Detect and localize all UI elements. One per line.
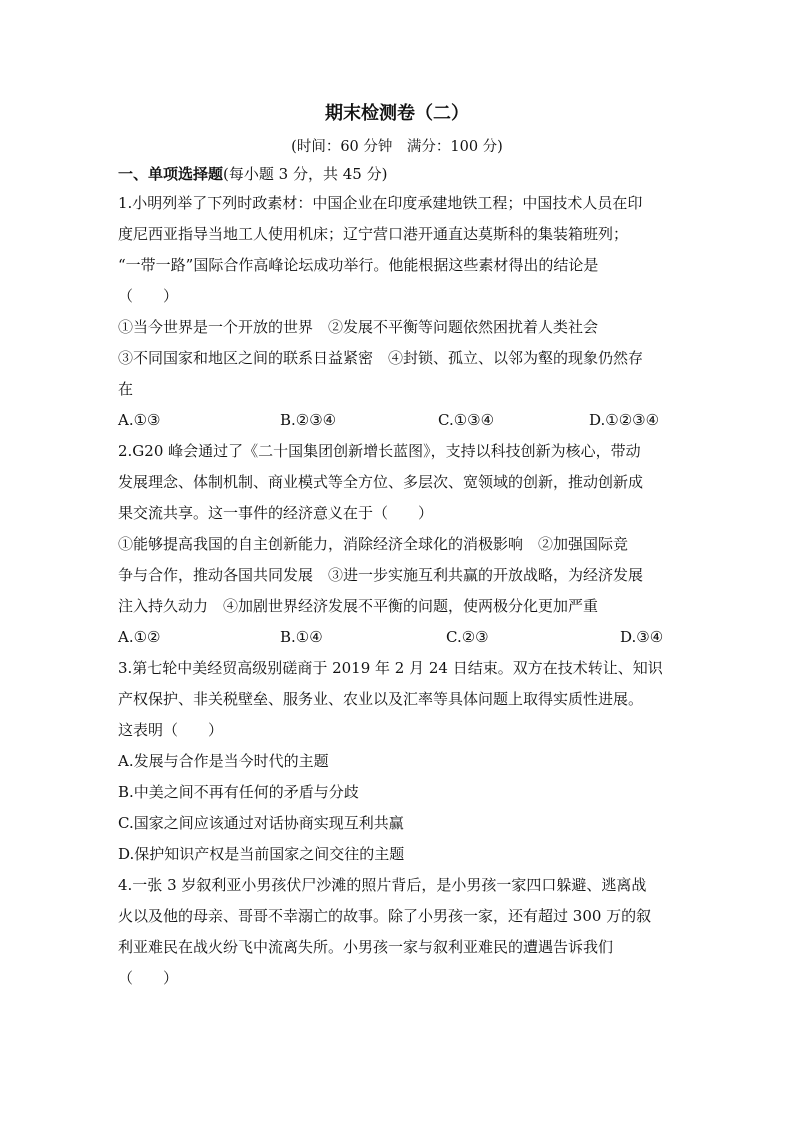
statement-line: ③不同国家和地区之间的联系日益紧密 ④封锁、孤立、以邻为壑的现象仍然存 [118,349,644,367]
statement-line: 争与合作，推动各国共同发展 ③进一步实施互利共赢的开放战略，为经济发展 [118,566,644,584]
question-text-line: 1.小明列举了下列时政素材：中国企业在印度承建地铁工程；中国技术人员在印 [118,194,643,212]
option-c[interactable]: C.国家之间应该通过对话协商实现互利共赢 [118,814,404,832]
question-text-line: 4.一张 3 岁叙利亚小男孩伏尸沙滩的照片背后，是小男孩一家四口躲避、逃离战 [118,876,647,894]
answer-blank: （ ） [118,969,179,987]
option-d[interactable]: D.①②③④ [589,411,660,429]
section-heading [118,160,688,188]
question-2 [118,436,688,653]
question-text-line: 火以及他的母亲、哥哥不幸溺亡的故事。除了小男孩一家，还有超过 300 万的叙 [118,907,652,925]
option-c[interactable]: C.①③④ [438,411,495,429]
options-row [118,405,688,436]
question-text-line: 度尼西亚指导当地工人使用机床；辽宁营口港开通直达莫斯科的集装箱班列； [118,225,629,243]
question-4 [118,870,688,994]
option-a[interactable]: A.①③ [118,411,161,429]
statement-line: ①能够提高我国的自主创新能力，消除经济全球化的消极影响 ②加强国际竞 [118,535,629,553]
option-a[interactable]: A.①② [118,628,161,646]
option-c[interactable]: C.②③ [446,628,489,646]
option-b[interactable]: B.中美之间不再有任何的矛盾与分歧 [118,783,359,801]
statement-line: 注入持久动力 ④加剧世界经济发展不平衡的问题，使两极分化更加严重 [118,597,599,615]
exam-content [118,160,688,994]
section-label: 一、单项选择题 [118,165,224,183]
question-3 [118,653,688,870]
option-d[interactable]: D.③④ [620,628,664,646]
question-text-line: 发展理念、体制机制、商业模式等全方位、多层次、宽领域的创新，推动创新成 [118,473,644,491]
section-note: (每小题 3 分，共 45 分) [223,165,388,183]
question-text-line: 果交流共享。这一事件的经济意义在于（ ） [118,504,434,522]
statement-line: ①当今世界是一个开放的世界 ②发展不平衡等问题依然困扰着人类社会 [118,318,599,336]
answer-blank: （ ） [118,287,179,305]
question-text-line: 这表明（ ） [118,721,224,739]
question-text-line: “一带一路”国际合作高峰论坛成功举行。他能根据这些素材得出的结论是 [118,256,599,274]
exam-time-score: (时间：60 分钟 满分：100 分) [291,139,503,155]
option-d[interactable]: D.保护知识产权是当前国家之间交往的主题 [118,845,405,863]
options-row [118,622,688,653]
question-1 [118,188,688,436]
question-text-line: 3.第七轮中美经贸高级别磋商于 2019 年 2 月 24 日结束。双方在技术转让、知识 [118,659,663,677]
statement-line: 在 [118,380,134,398]
question-text-line: 产权保护、非关税壁垒、服务业、农业以及汇率等具体问题上取得实质性进展。 [118,690,644,708]
option-b[interactable]: B.①④ [280,628,323,646]
question-text-line: 2.G20 峰会通过了《二十国集团创新增长蓝图》，支持以科技创新为核心，带动 [118,442,641,460]
option-a[interactable]: A.发展与合作是当今时代的主题 [118,752,329,770]
option-b[interactable]: B.②③④ [280,411,337,429]
question-text-line: 利亚难民在战火纷飞中流离失所。小男孩一家与叙利亚难民的遭遇告诉我们 [118,938,614,956]
page-title: 期末检测卷（二） [325,103,469,124]
